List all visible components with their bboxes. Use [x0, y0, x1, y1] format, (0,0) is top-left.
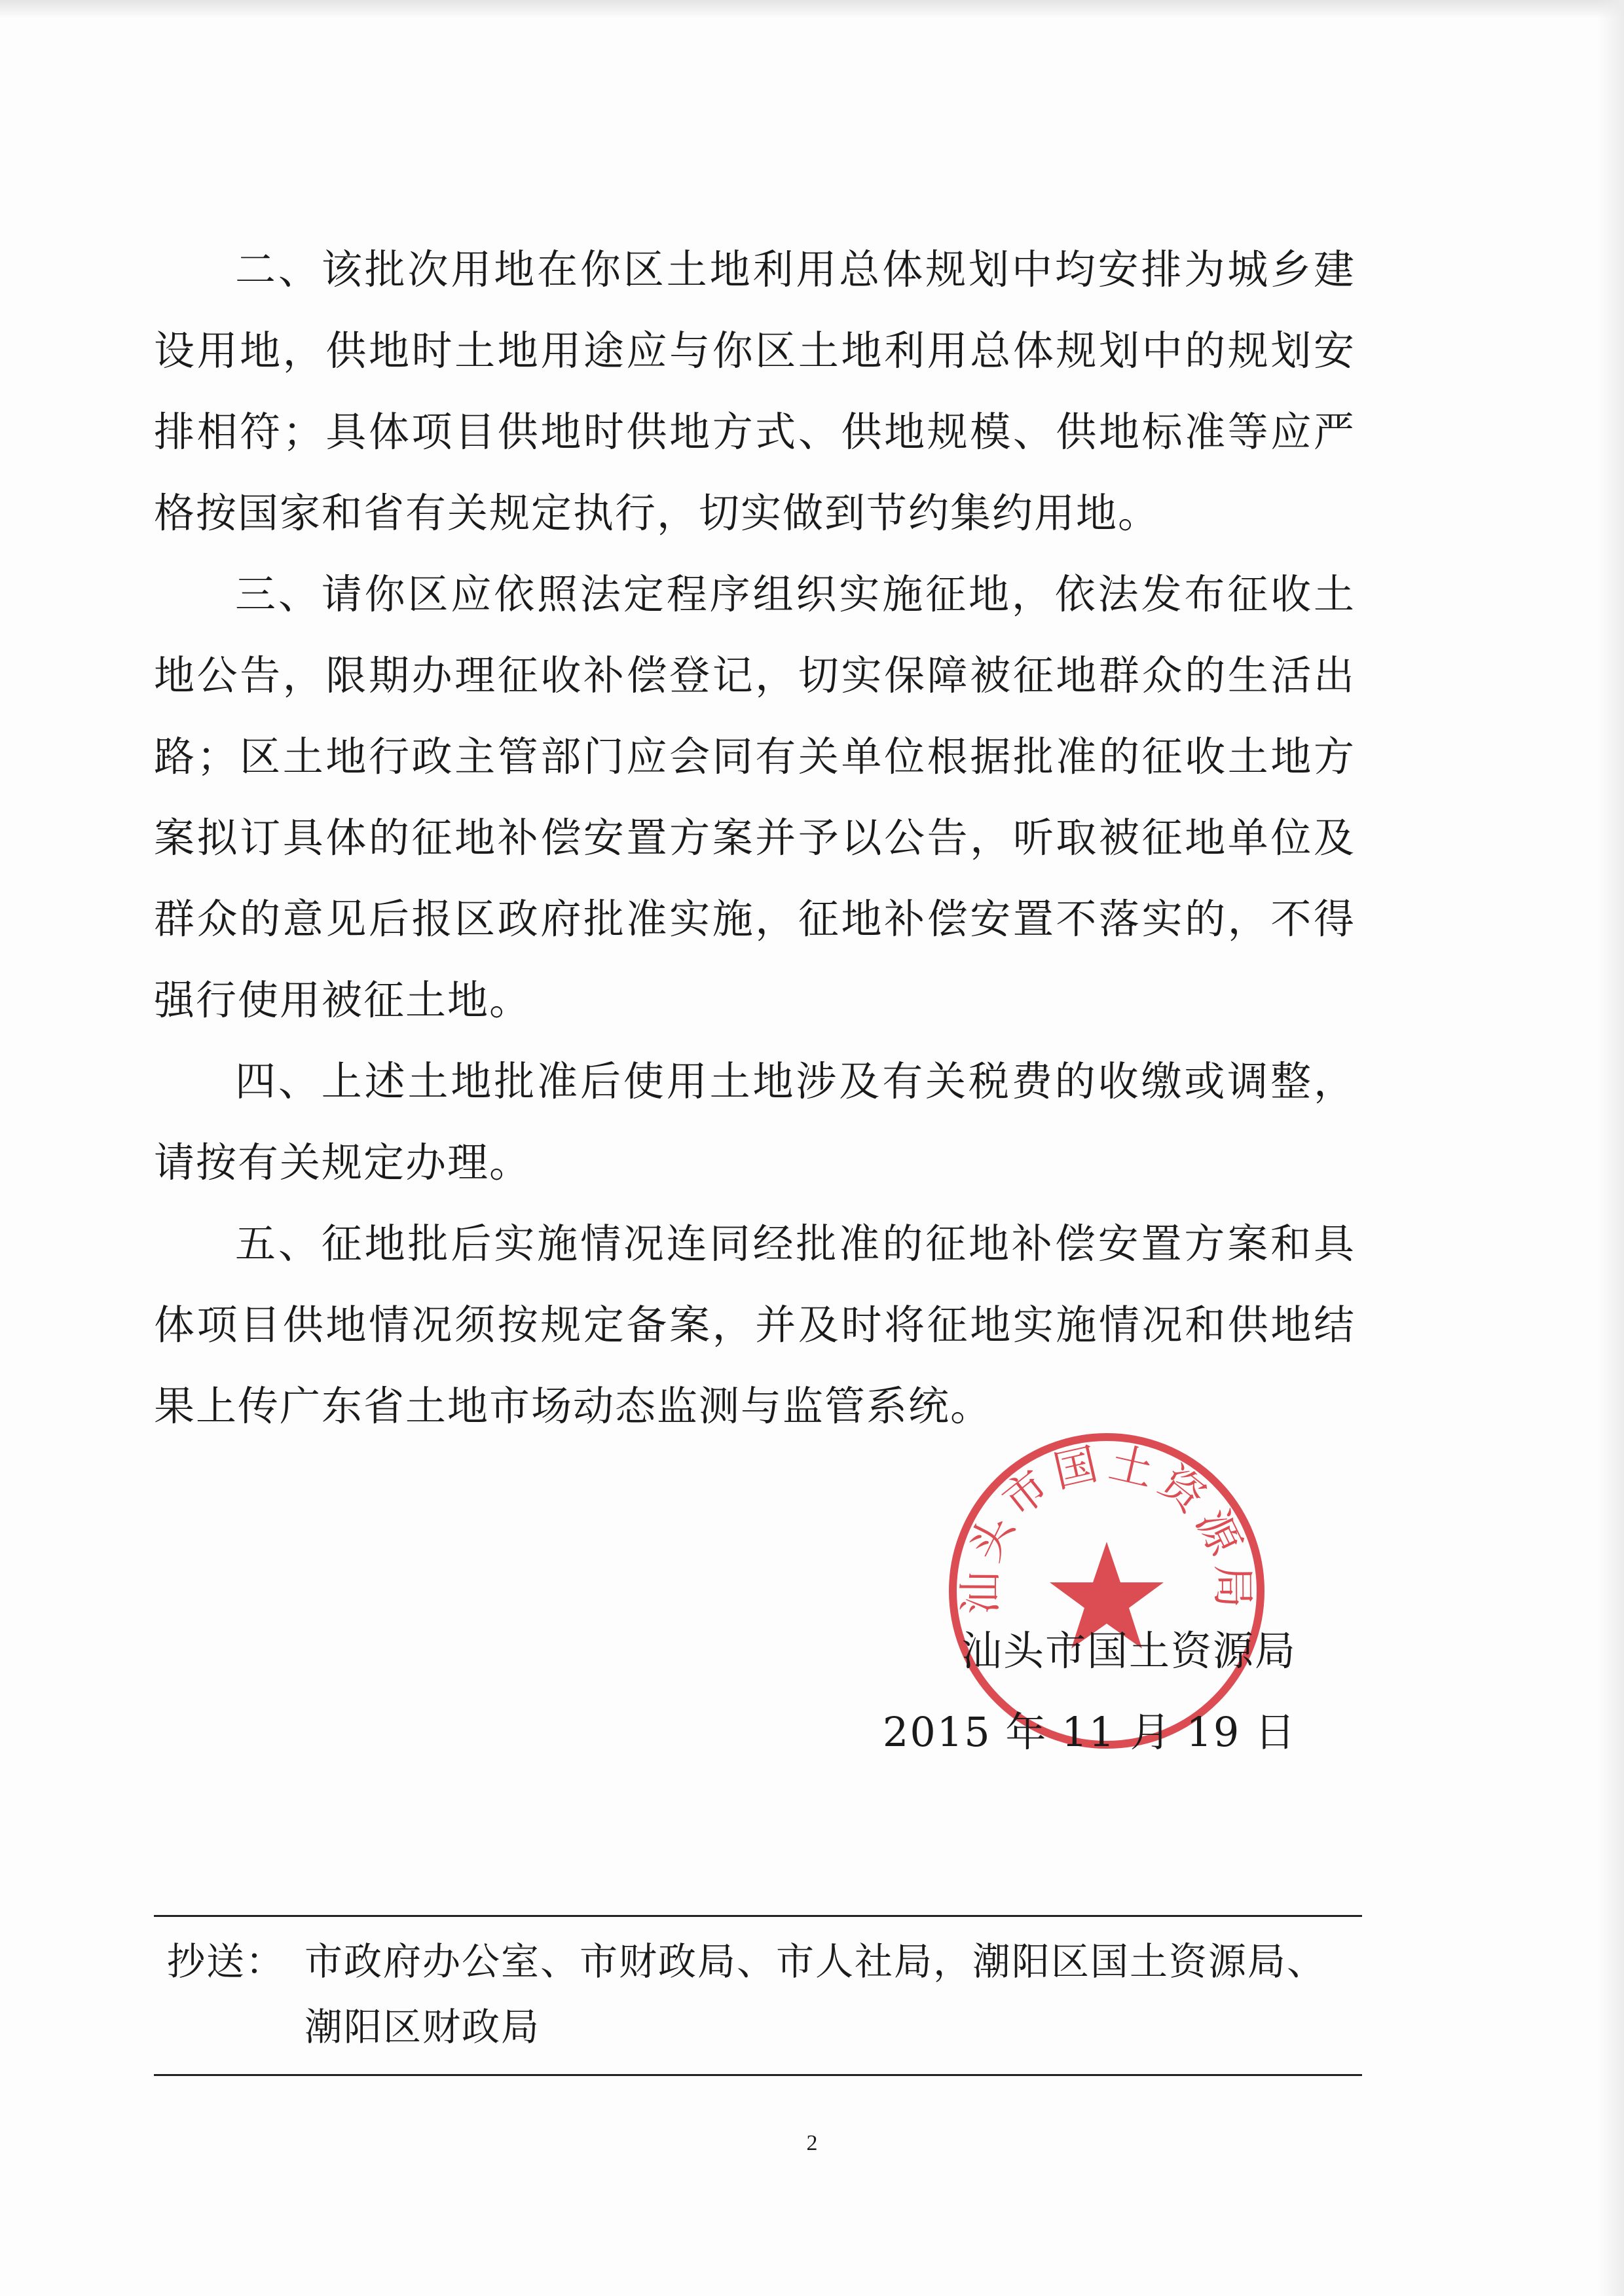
cc-block: [154, 1915, 1362, 2076]
document-body: [154, 229, 1356, 1447]
paragraph-5: 五、征地批后实施情况连同经批准的征地补偿安置方案和具体项目供地情况须按规定备案，并及时将征地实施情况和供地结果上传广东省土地市场动态监测与监管系统。: [154, 1220, 1356, 1430]
paragraph-4: 四、上述土地批准后使用土地涉及有关税费的收缴或调整，请按有关规定办理。: [154, 1057, 1356, 1186]
cc-recipients-line-1: 市政府办公室、市财政局、市人社局，潮阳区国土资源局、: [304, 1939, 1327, 1984]
cc-label: 抄送：: [167, 1939, 286, 1984]
paragraph-2: 二、该批次用地在你区土地利用总体规划中均安排为城乡建设用地，供地时土地用途应与你区土地利用总体规划中的规划安排相符；具体项目供地时供地方式、供地规模、供地标准等应严格按国家和省有关规定执行，切实做到节约集约用地。: [154, 246, 1356, 537]
seal-text: 汕头市国土资源局: [955, 1437, 1259, 1615]
scan-edge-top: [0, 0, 1624, 18]
page-number: 2: [806, 2131, 818, 2155]
cc-label-spacer: [154, 1994, 304, 2060]
cc-recipients-line-2: 潮阳区财政局: [304, 2005, 541, 2049]
scan-edge-right: [1598, 0, 1624, 2296]
cc-row-1: [154, 1929, 1362, 1994]
paragraph-3: 三、请你区应依照法定程序组织实施征地，依法发布征收土地公告，限期办理征收补偿登记，切实保障被征地群众的生活出路；区土地行政主管部门应会同有关单位根据批准的征收土地方案拟订具体的征地补偿安置方案并予以公告，听取被征地单位及群众的意见后报区政府批准实施，征地补偿安置不落实的，不得强行使用被征土地。: [154, 570, 1356, 1024]
issuer-name: 汕头市国土资源局: [961, 1627, 1297, 1675]
signature-block: [838, 1611, 1297, 1773]
cc-row-2: [154, 1994, 1362, 2060]
issue-date: 2015 年 11 月 19 日: [882, 1708, 1297, 1756]
